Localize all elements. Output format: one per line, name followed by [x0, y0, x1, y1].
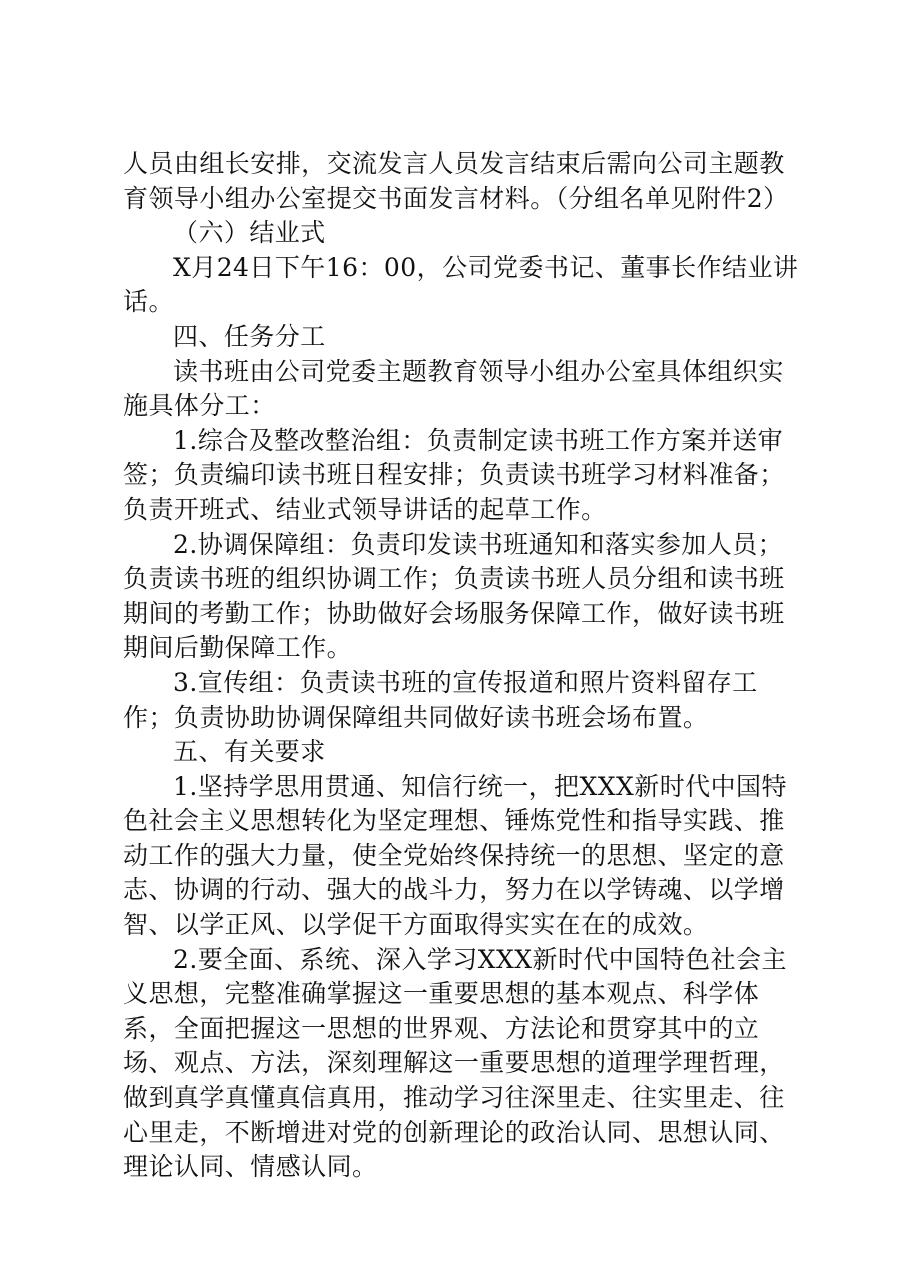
paragraph-requirement-2: 2.要全面、系统、深入学习XXX新时代中国特色社会主义思想，完整准确掌握这一重要思想的基本观点、科学体系，全面把握这一思想的世界观、方法论和贯穿其中的立场、观点、方法，深刻理解这一重要思想的道理学理哲理，做到真学真懂真信真用，推动学习往深里走、往实里走、往心里走，不断增进对党的创新理论的政治认同、思想认同、理论认同、情感认同。 [123, 944, 787, 1182]
paragraph-closing-ceremony-time: X月24日下午16：00，公司党委书记、董事长作结业讲话。 [123, 252, 799, 317]
paragraph-requirement-1: 1.坚持学思用贯通、知信行统一，把XXX新时代中国特色社会主义思想转化为坚定理想、锤炼党性和指导实践、推动工作的强大力量，使全党始终保持统一的思想、坚定的意志、协调的行动、强大的战斗力，努力在以学铸魂、以学增智、以学正风、以学促干方面取得实实在在的成效。 [123, 771, 787, 940]
heading-task-division: 四、任务分工 [173, 321, 326, 351]
heading-closing-ceremony: （六）结业式 [173, 218, 326, 248]
paragraph-task-comprehensive-group: 1.综合及整改整治组：负责制定读书班工作方案并送审签；负责编印读书班日程安排；负责读书班学习材料准备；负责开班式、结业式领导讲话的起草工作。 [123, 425, 785, 524]
document-body [123, 147, 803, 1185]
paragraph-task-division-intro: 读书班由公司党委主题教育领导小组办公室具体组织实施具体分工： [123, 356, 784, 421]
heading-requirements: 五、有关要求 [173, 737, 326, 767]
paragraph-task-coordination-group: 2.协调保障组：负责印发读书班通知和落实参加人员；负责读书班的组织协调工作；负责读书班人员分组和读书班期间的考勤工作；协助做好会场服务保障工作，做好读书班期间后勤保障工作。 [123, 529, 785, 663]
paragraph-task-publicity-group: 3.宣传组：负责读书班的宣传报道和照片资料留存工作；负责协助协调保障组共同做好读书班会场布置。 [123, 667, 758, 732]
paragraph-speaker-arrangement: 人员由组长安排，交流发言人员发言结束后需向公司主题教育领导小组办公室提交书面发言材料。（分组名单见附件2） [123, 149, 789, 213]
